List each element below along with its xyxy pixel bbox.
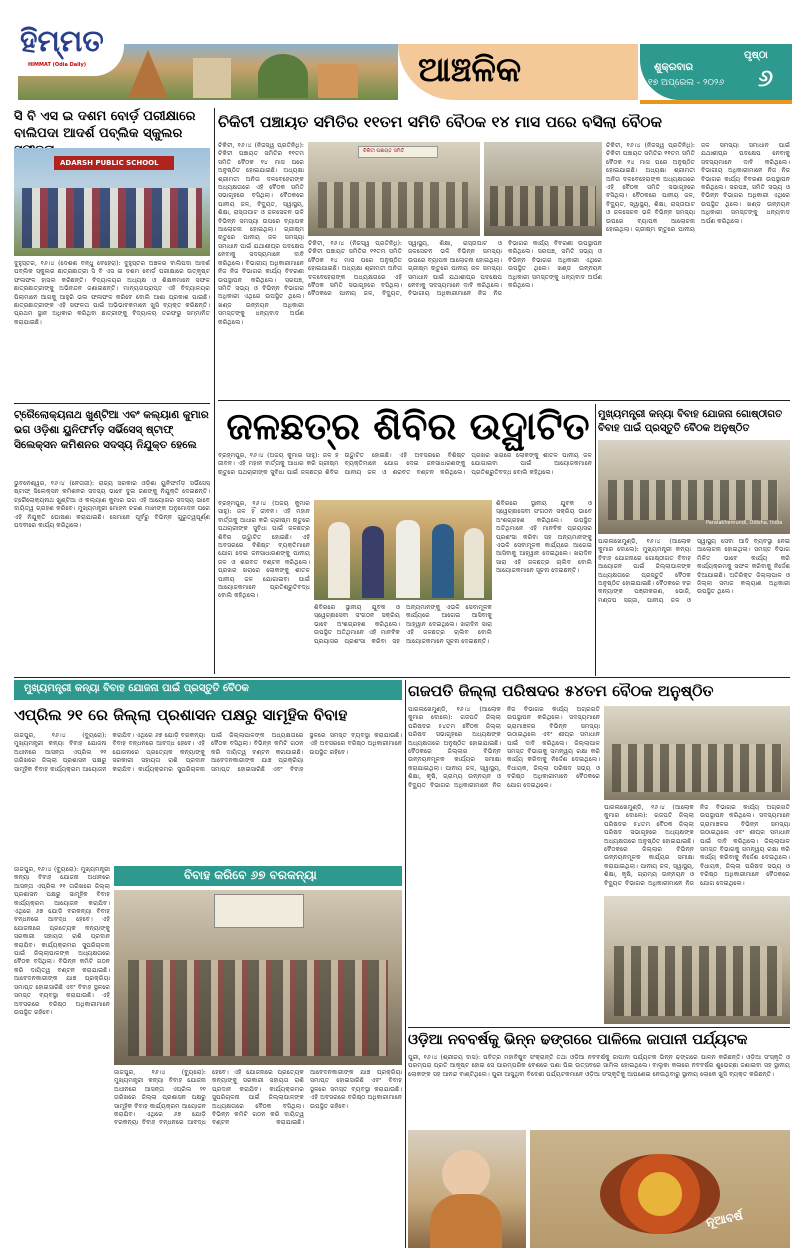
story2-headline: ଟ୍ରୈଲୋକ୍ୟନାଥ ଖୁଣ୍ଟିଆ ଏବଂ କଲ୍ୟାଣ କୁମାର ଭଗ ଓଡ଼ିଶା ୟୁନିଫର୍ମଡ଼ ସର୍ଭିସେସ୍ ଷ୍ଟାଫ୍ ସିଲେକ୍ସନ କମିଶନର ସଦସ୍ୟ ନିଯୁକ୍ତ ହେଲେ xyxy=(14,409,209,451)
section-banner xyxy=(398,44,638,100)
sand-art-text: ନୂଆବର୍ଷ xyxy=(704,1208,744,1230)
story1-photo xyxy=(14,148,210,256)
story3-body-col1: ଚିକିଟୀ, ୧୬।୪ (ନିଜସ୍ୱ ପ୍ରତିନିଧି): ଚିକିଟୀ ପଞ୍ଚାୟତ ସମିତିର ୧୧ତମ ସମିତି ବୈଠକ ୧୪ ମାସ ପରେ ଅନୁଷ୍ଠିତ ହୋଇଯାଇଛି। ଅଧ୍ୟକ୍ଷା ଶ୍ରୀମତୀ ଅନିତା ଦଳବେହେରାଙ୍କ ଅଧ୍ୟକ୍ଷତାରେ ଏହି ବୈଠକ ସମିତି ସଭାଗୃହରେ ବସିଥିଲା। ବୈଠକରେ ପାନୀୟ ଜଳ, ବିଦ୍ୟୁତ, ସ୍ୱାସ୍ଥ୍ୟ, ଶିକ୍ଷା, ରାସ୍ତାଘାଟ ଓ ଜଳସେଚନ ଭଳି ବିଭିନ୍ନ ସମସ୍ୟା ଉପରେ ବ୍ୟାପକ ଆଲୋଚନା ହୋଇଥିଲା। ଗ୍ରୀଷ୍ମ ଋତୁରେ ପାନୀୟ ଜଳ ସମସ୍ୟା ସମାଧାନ ପାଇଁ ଯଥାଶୀଘ୍ର ପଦକ୍ଷେପ ନେବାକୁ ସଦସ୍ୟମାନେ ଦାବି କରିଥିଲେ। ବିଭାଗୀୟ ଅଧିକାରୀମାନେ ନିଜ ନିଜ ବିଭାଗର କାର୍ଯ୍ୟ ବିବରଣୀ ଉପସ୍ଥାପନ କରିଥିଲେ। ସରପଞ୍ଚ, ସମିତି ସଭ୍ୟ ଓ ବିଭିନ୍ନ ବିଭାଗର ଅଧିକାରୀ ଏଥିରେ ଉପସ୍ଥିତ ଥିଲେ। ଖଣ୍ଡ ଉନ୍ନୟନ ଅଧିକାରୀ ସମସ୍ତଙ୍କୁ ଧନ୍ୟବାଦ ଅର୍ପଣ କରିଥିଲେ। xyxy=(218,142,304,326)
story6-body: ଜାଜପୁର, ୧୬।୪ (ବ୍ୟୁରୋ): ମୁଖ୍ୟମନ୍ତ୍ରୀ କନ୍ୟା ବିବାହ ଯୋଜନା ଅଧୀନରେ ଆସନ୍ତା ଏପ୍ରିଲ ୨୧ ତାରିଖରେ ଜିଲ୍ଲା ପ୍ରଶାସନ ପକ୍ଷରୁ ସାମୂହିକ ବିବାହ କାର୍ଯ୍ୟକ୍ରମ ଆୟୋଜନ କରାଯିବ। ଏଥିରେ ୬୭ ଯୋଡ଼ି ବରକନ୍ୟା ବିବାହ ବନ୍ଧନରେ ଆବଦ୍ଧ ହେବେ। ଏହି ଯୋଜନାରେ ପ୍ରତ୍ୟେକ କନ୍ୟାଙ୍କୁ ସରକାରୀ ସହାୟତା ରାଶି ପ୍ରଦାନ କରାଯିବ। କାର୍ଯ୍ୟକ୍ରମର ସୁପରିଚାଳନା ପାଇଁ ଜିଲ୍ଲାପାଳଙ୍କ ଅଧ୍ୟକ୍ଷତାରେ ବୈଠକ ବସିଥିଲା। ବିଭିନ୍ନ କମିଟି ଗଠନ କରି ଦାୟିତ୍ୱ ବଣ୍ଟନ କରାଯାଇଛି। ଆବେଦନକାରୀଙ୍କ ଯାଞ୍ଚ ପ୍ରକ୍ରିୟା ସମାପ୍ତ ହୋଇସାରିଛି ଏବଂ ବିବାହ ସ୍ଥଳରେ ସମସ୍ତ ବ୍ୟବସ୍ଥା କରାଯାଉଛି। ଏହି ଅବସରରେ ବରିଷ୍ଠ ଅଧିକାରୀମାନେ ଉପସ୍ଥିତ ରହିବେ। xyxy=(14,732,402,773)
column-rule xyxy=(595,404,596,676)
story4-body-bottom: ଶିବିରରେ ସ୍ଥାନୀୟ ଯୁବକ ଓ ସ୍ୱେଚ୍ଛାସେବୀ ସଂଗଠନ ସକ୍ରିୟ ଭାବେ ଅଂଶଗ୍ରହଣ କରିଥିଲେ। ଉପସ୍ଥିତ ଅତିଥିମାନେ ଏହି ମାନବିକ ପ୍ରୟାସର ପ୍ରଶଂସା କରିବା ସହ ଅନ୍ୟମାନଙ୍କୁ ଏଭଳି ସେବାମୂଳକ କାର୍ଯ୍ୟରେ ଆଗେଇ ଆସିବାକୁ ଆହ୍ୱାନ ଦେଇଥିଲେ। ଖରାଦିନ ସାରା ଏହି ଜଳଛତ୍ର ଚାଲିବ ବୋଲି ଆୟୋଜକମାନେ ସୂଚନା ଦେଇଛନ୍ତି। xyxy=(314,604,492,645)
story6-body-lower: ଜାଜପୁର, ୧୬।୪ (ବ୍ୟୁରୋ): ମୁଖ୍ୟମନ୍ତ୍ରୀ କନ୍ୟା ବିବାହ ଯୋଜନା ଅଧୀନରେ ଆସନ୍ତା ଏପ୍ରିଲ ୨୧ ତାରିଖରେ ଜିଲ୍ଲା ପ୍ରଶାସନ ପକ୍ଷରୁ ସାମୂହିକ ବିବାହ କାର୍ଯ୍ୟକ୍ରମ ଆୟୋଜନ କରାଯିବ। ଏଥିରେ ୬୭ ଯୋଡ଼ି ବରକନ୍ୟା ବିବାହ ବନ୍ଧନରେ ଆବଦ୍ଧ ହେବେ। ଏହି ଯୋଜନାରେ ପ୍ରତ୍ୟେକ କନ୍ୟାଙ୍କୁ ସରକାରୀ ସହାୟତା ରାଶି ପ୍ରଦାନ କରାଯିବ। କାର୍ଯ୍ୟକ୍ରମର ସୁପରିଚାଳନା ପାଇଁ ଜିଲ୍ଲାପାଳଙ୍କ ଅଧ୍ୟକ୍ଷତାରେ ବୈଠକ ବସିଥିଲା। ବିଭିନ୍ନ କମିଟି ଗଠନ କରି ଦାୟିତ୍ୱ ବଣ୍ଟନ କରାଯାଇଛି। ଆବେଦନକାରୀଙ୍କ ଯାଞ୍ଚ ପ୍ରକ୍ରିୟା ସମାପ୍ତ ହୋଇସାରିଛି ଏବଂ ବିବାହ ସ୍ଥଳରେ ସମସ୍ତ ବ୍ୟବସ୍ଥା କରାଯାଉଛି। ଏହି ଅବସରରେ ବରିଷ୍ଠ ଅଧିକାରୀମାନେ ଉପସ୍ଥିତ ରହିବେ। xyxy=(14,866,110,1016)
story2-body: ଭୁବନେଶ୍ୱର, ୧୬।୪ (ନେତାଜୀ): ରାଜ୍ୟ ସରକାର ଓଡ଼ିଶା ୟୁନିଫର୍ମଡ଼ ସର୍ଭିସେସ୍ ଷ୍ଟାଫ୍ ସିଲେକ୍ସନ କମିଶନର ସଦସ୍ୟ ଭାବେ ଦୁଇ ଜଣଙ୍କୁ ନିଯୁକ୍ତି ଦେଇଛନ୍ତି। ଟ୍ରୈଲୋକ୍ୟନାଥ ଖୁଣ୍ଟିଆ ଓ କଲ୍ୟାଣ କୁମାର ଭଗ ଏହି ଆୟୋଗର ସଦସ୍ୟ ଭାବେ ଦାୟିତ୍ୱ ଗ୍ରହଣ କରିବେ। ମୁଖ୍ୟମନ୍ତ୍ରୀ ମୋହନ ଚରଣ ମାଝୀଙ୍କ ଅନୁମୋଦନ ପରେ ଏହି ନିଯୁକ୍ତି ଘୋଷଣା କରାଯାଇଛି। ସେମାନେ ପୂର୍ବରୁ ବିଭିନ୍ନ ଗୁରୁତ୍ୱପୂର୍ଣ୍ଣ ପଦବୀରେ କାର୍ଯ୍ୟ କରିଥିଲେ। xyxy=(14,480,210,530)
section-rule xyxy=(218,400,790,401)
story6-subhead: ବିବାହ କରିବେ ୬୭ ବରକନ୍ୟା xyxy=(184,868,317,882)
sand-art xyxy=(600,1154,720,1234)
photo-geotag: Paralakhemundi, Odisha, India xyxy=(706,520,783,526)
story4-photo xyxy=(314,500,492,600)
story7-photo-2 xyxy=(604,896,790,1024)
meeting-banner: ଚିକିଟୀ ପଞ୍ଚାୟତ ସମିତି xyxy=(363,148,405,154)
school-sign: ADARSH PUBLIC SCHOOL xyxy=(54,156,174,170)
logo-subtitle: HIMMAT (Odia Daily) xyxy=(28,62,87,68)
story8-photo-2 xyxy=(530,1130,790,1248)
story7-body-right: ପାରଳାଖେମୁଣ୍ଡି, ୧୬।୪ (ଆଲୋକ କୁମାର ଦୋଲେ): ଗଜପତି ଜିଲ୍ଲା ପରିଷଦର ୫୪ତମ ବୈଠକ ଜିଲ୍ଲା ପରିଷଦ ସଭାଗୃହରେ ଅଧ୍ୟକ୍ଷଙ୍କ ଅଧ୍ୟକ୍ଷତାରେ ଅନୁଷ୍ଠିତ ହୋଇଯାଇଛି। ବୈଠକରେ ଜିଲ୍ଲାର ବିଭିନ୍ନ ଉନ୍ନୟନମୂଳକ କାର୍ଯ୍ୟର ସମୀକ୍ଷା କରାଯାଇଥିଲା। ପାନୀୟ ଜଳ, ସ୍ୱାସ୍ଥ୍ୟ, ଶିକ୍ଷା, କୃଷି, ଗ୍ରାମ୍ୟ ଉନ୍ନୟନ ଓ ବିଦ୍ୟୁତ ବିଭାଗର ଅଧିକାରୀମାନେ ନିଜ ନିଜ ବିଭାଗର କାର୍ଯ୍ୟ ଅଗ୍ରଗତି ଉପସ୍ଥାପନ କରିଥିଲେ। ସଦସ୍ୟମାନେ ଗ୍ରାମାଞ୍ଚଳର ବିଭିନ୍ନ ସମସ୍ୟା ଉଠାଇଥିଲେ ଏବଂ ଶୀଘ୍ର ସମାଧାନ ପାଇଁ ଦାବି କରିଥିଲେ। ଜିଲ୍ଲାପାଳ ସମସ୍ତ ବିଭାଗକୁ ସମନ୍ୱୟ ରକ୍ଷା କରି କାର୍ଯ୍ୟ କରିବାକୁ ନିର୍ଦ୍ଦେଶ ଦେଇଥିଲେ। ବିଧାୟକ, ଜିଲ୍ଲା ପରିଷଦ ସଭ୍ୟ ଓ ବରିଷ୍ଠ ଅଧିକାରୀମାନେ ବୈଠକରେ ଯୋଗ ଦେଇଥିଲେ। xyxy=(604,804,790,887)
story4-body-top: ବ୍ରହ୍ମପୁର, ୧୬।୪ (ଅଜୟ କୁମାର ସାହୁ): ଜଳ ହିଁ ଜୀବନ। ଏହି ମହାନ ବାର୍ତ୍ତାକୁ ଆଧାର କରି ଗ୍ରୀଷ୍ମ ଋତୁରେ ପଥଚାରୀଙ୍କ ସୁବିଧା ପାଇଁ ଜଳଛତ୍ର ଶିବିର ଉଦ୍ଘାଟିତ ହୋଇଛି। ଏହି ଅବସରରେ ବିଶିଷ୍ଟ ବ୍ୟକ୍ତିମାନେ ଯୋଗ ଦେଇ ଜନସାଧାରଣଙ୍କୁ ପାନୀୟ ଜଳ ଓ ଶରବତ ବଣ୍ଟନ କରିଥିଲେ। ପ୍ରଖର ଖରାରେ ଲୋକଙ୍କୁ ଶୀତଳ ପାନୀୟ ଜଳ ଯୋଗାଇବା ପାଇଁ ଆୟୋଜକମାନେ ପ୍ରତିଶ୍ରୁତିବଦ୍ଧ ବୋଲି କହିଥିଲେ। xyxy=(218,452,592,476)
story1-headline: ସି ବି ଏସ ଇ ଦଶମ ବୋର୍ଡ଼ ପରୀକ୍ଷାରେ ବାଲିପଦା ଆଦର୍ଶ ପବ୍ଲିକ ସ୍କୁଲର xyxy=(14,109,196,141)
story3-body-col3: ଚିକିଟୀ, ୧୬।୪ (ନିଜସ୍ୱ ପ୍ରତିନିଧି): ଚିକିଟୀ ପଞ୍ଚାୟତ ସମିତିର ୧୧ତମ ସମିତି ବୈଠକ ୧୪ ମାସ ପରେ ଅନୁଷ୍ଠିତ ହୋଇଯାଇଛି। ଅଧ୍ୟକ୍ଷା ଶ୍ରୀମତୀ ଅନିତା ଦଳବେହେରାଙ୍କ ଅଧ୍ୟକ୍ଷତାରେ ଏହି ବୈଠକ ସମିତି ସଭାଗୃହରେ ବସିଥିଲା। ବୈଠକରେ ପାନୀୟ ଜଳ, ବିଦ୍ୟୁତ, ସ୍ୱାସ୍ଥ୍ୟ, ଶିକ୍ଷା, ରାସ୍ତାଘାଟ ଓ ଜଳସେଚନ ଭଳି ବିଭିନ୍ନ ସମସ୍ୟା ଉପରେ ବ୍ୟାପକ ଆଲୋଚନା ହୋଇଥିଲା। ଗ୍ରୀଷ୍ମ ଋତୁରେ ପାନୀୟ ଜଳ ସମସ୍ୟା ସମାଧାନ ପାଇଁ ଯଥାଶୀଘ୍ର ପଦକ୍ଷେପ ନେବାକୁ ସଦସ୍ୟମାନେ ଦାବି କରିଥିଲେ। ବିଭାଗୀୟ ଅଧିକାରୀମାନେ ନିଜ ନିଜ ବିଭାଗର କାର୍ଯ୍ୟ ବିବରଣୀ ଉପସ୍ଥାପନ କରିଥିଲେ। ସରପଞ୍ଚ, ସମିତି ସଭ୍ୟ ଓ ବିଭିନ୍ନ ବିଭାଗର ଅଧିକାରୀ ଏଥିରେ ଉପସ୍ଥିତ ଥିଲେ। ଖଣ୍ଡ ଉନ୍ନୟନ ଅଧିକାରୀ ସମସ୍ତଙ୍କୁ ଧନ୍ୟବାଦ ଅର୍ପଣ କରିଥିଲେ। xyxy=(606,142,790,234)
section-rule xyxy=(14,677,790,678)
date-box xyxy=(640,44,792,100)
story5-body: ପାରଳାଖେମୁଣ୍ଡି, ୧୬।୪ (ଆଲୋକ କୁମାର ଦୋଲେ): ମୁଖ୍ୟମନ୍ତ୍ରୀ କନ୍ୟା ବିବାହ ଯୋଜନାରେ ଗୋଷ୍ଠୀଗତ ବିବାହ ଆୟୋଜନ ପାଇଁ ଜିଲ୍ଲାପାଳଙ୍କ ଅଧ୍ୟକ୍ଷତାରେ ପ୍ରସ୍ତୁତି ବୈଠକ ଅନୁଷ୍ଠିତ ହୋଇଯାଇଛି। ବୈଠକରେ ବର କନ୍ୟାଙ୍କ ପଞ୍ଜୀକରଣ, ଭୋଜି, ମଣ୍ଡପ ସଜ୍ଜା, ପାନୀୟ ଜଳ ଓ ସ୍ୱାସ୍ଥ୍ୟ ସେବା ଆଦି ବ୍ୟବସ୍ଥା ନେଇ ଆଲୋଚନା ହୋଇଥିଲା। ସମସ୍ତ ବିଭାଗ ମିଳିତ ଭାବେ କାର୍ଯ୍ୟ କରି କାର୍ଯ୍ୟକ୍ରମକୁ ସଫଳ କରିବାକୁ ନିର୍ଦ୍ଦେଶ ଦିଆଯାଇଛି। ଅତିରିକ୍ତ ଜିଲ୍ଲାପାଳ ଓ ଜିଲ୍ଲା ସମାଜ କଲ୍ୟାଣ ଅଧିକାରୀ ଉପସ୍ଥିତ ଥିଲେ। xyxy=(598,538,790,604)
story6-photo xyxy=(114,890,402,1065)
story3-photo-2 xyxy=(484,142,602,236)
date-accent xyxy=(640,100,792,104)
masthead-logo xyxy=(14,20,124,76)
column-rule xyxy=(405,680,406,1248)
story4-body-right: ଶିବିରରେ ସ୍ଥାନୀୟ ଯୁବକ ଓ ସ୍ୱେଚ୍ଛାସେବୀ ସଂଗଠନ ସକ୍ରିୟ ଭାବେ ଅଂଶଗ୍ରହଣ କରିଥିଲେ। ଉପସ୍ଥିତ ଅତିଥିମାନେ ଏହି ମାନବିକ ପ୍ରୟାସର ପ୍ରଶଂସା କରିବା ସହ ଅନ୍ୟମାନଙ୍କୁ ଏଭଳି ସେବାମୂଳକ କାର୍ଯ୍ୟରେ ଆଗେଇ ଆସିବାକୁ ଆହ୍ୱାନ ଦେଇଥିଲେ। ଖରାଦିନ ସାରା ଏହି ଜଳଛତ୍ର ଚାଲିବ ବୋଲି ଆୟୋଜକମାନେ ସୂଚନା ଦେଇଛନ୍ତି। xyxy=(496,500,592,575)
story7-body: ପାରଳାଖେମୁଣ୍ଡି, ୧୬।୪ (ଆଲୋକ କୁମାର ଦୋଲେ): ଗଜପତି ଜିଲ୍ଲା ପରିଷଦର ୫୪ତମ ବୈଠକ ଜିଲ୍ଲା ପରିଷଦ ସଭାଗୃହରେ ଅଧ୍ୟକ୍ଷଙ୍କ ଅଧ୍ୟକ୍ଷତାରେ ଅନୁଷ୍ଠିତ ହୋଇଯାଇଛି। ବୈଠକରେ ଜିଲ୍ଲାର ବିଭିନ୍ନ ଉନ୍ନୟନମୂଳକ କାର୍ଯ୍ୟର ସମୀକ୍ଷା କରାଯାଇଥିଲା। ପାନୀୟ ଜଳ, ସ୍ୱାସ୍ଥ୍ୟ, ଶିକ୍ଷା, କୃଷି, ଗ୍ରାମ୍ୟ ଉନ୍ନୟନ ଓ ବିଦ୍ୟୁତ ବିଭାଗର ଅଧିକାରୀମାନେ ନିଜ ନିଜ ବିଭାଗର କାର୍ଯ୍ୟ ଅଗ୍ରଗତି ଉପସ୍ଥାପନ କରିଥିଲେ। ସଦସ୍ୟମାନେ ଗ୍ରାମାଞ୍ଚଳର ବିଭିନ୍ନ ସମସ୍ୟା ଉଠାଇଥିଲେ ଏବଂ ଶୀଘ୍ର ସମାଧାନ ପାଇଁ ଦାବି କରିଥିଲେ। ଜିଲ୍ଲାପାଳ ସମସ୍ତ ବିଭାଗକୁ ସମନ୍ୱୟ ରକ୍ଷା କରି କାର୍ଯ୍ୟ କରିବାକୁ ନିର୍ଦ୍ଦେଶ ଦେଇଥିଲେ। ବିଧାୟକ, ଜିଲ୍ଲା ପରିଷଦ ସଭ୍ୟ ଓ ବରିଷ୍ଠ ଅଧିକାରୀମାନେ ବୈଠକରେ ଯୋଗ ଦେଇଥିଲେ। xyxy=(408,706,600,789)
logo-text: ହିମ୍ମତ xyxy=(20,24,104,59)
divider xyxy=(14,403,210,404)
story6-kicker: ମୁଖ୍ୟମନ୍ତ୍ରୀ କନ୍ୟା ବିବାହ ଯୋଜନା ପାଇଁ ପ୍ରସ୍ତୁତି ବୈଠକ xyxy=(24,683,249,694)
story8-headline: ଓଡ଼ିଆ ନବବର୍ଷକୁ ଭିନ୍ନ ଢଙ୍ଗରେ ପାଳିଲେ ଜାପାନୀ ପର୍ଯ୍ୟଟକ xyxy=(408,1032,748,1048)
story4-headline: ଜଳଛତ୍ର ଶିବିର ଉଦ୍ଘାଟିତ xyxy=(226,404,590,448)
story4-body-left: ବ୍ରହ୍ମପୁର, ୧୬।୪ (ଅଜୟ କୁମାର ସାହୁ): ଜଳ ହିଁ ଜୀବନ। ଏହି ମହାନ ବାର୍ତ୍ତାକୁ ଆଧାର କରି ଗ୍ରୀଷ୍ମ ଋତୁରେ ପଥଚାରୀଙ୍କ ସୁବିଧା ପାଇଁ ଜଳଛତ୍ର ଶିବିର ଉଦ୍ଘାଟିତ ହୋଇଛି। ଏହି ଅବସରରେ ବିଶିଷ୍ଟ ବ୍ୟକ୍ତିମାନେ ଯୋଗ ଦେଇ ଜନସାଧାରଣଙ୍କୁ ପାନୀୟ ଜଳ ଓ ଶରବତ ବଣ୍ଟନ କରିଥିଲେ। ପ୍ରଖର ଖରାରେ ଲୋକଙ୍କୁ ଶୀତଳ ପାନୀୟ ଜଳ ଯୋଗାଇବା ପାଇଁ ଆୟୋଜକମାନେ ପ୍ରତିଶ୍ରୁତିବଦ୍ଧ ବୋଲି କହିଥିଲେ। xyxy=(218,500,310,600)
page-label: ପୃଷ୍ଠା xyxy=(744,50,768,61)
story3-body-col2: ଚିକିଟୀ, ୧୬।୪ (ନିଜସ୍ୱ ପ୍ରତିନିଧି): ଚିକିଟୀ ପଞ୍ଚାୟତ ସମିତିର ୧୧ତମ ସମିତି ବୈଠକ ୧୪ ମାସ ପରେ ଅନୁଷ୍ଠିତ ହୋଇଯାଇଛି। ଅଧ୍ୟକ୍ଷା ଶ୍ରୀମତୀ ଅନିତା ଦଳବେହେରାଙ୍କ ଅଧ୍ୟକ୍ଷତାରେ ଏହି ବୈଠକ ସମିତି ସଭାଗୃହରେ ବସିଥିଲା। ବୈଠକରେ ପାନୀୟ ଜଳ, ବିଦ୍ୟୁତ, ସ୍ୱାସ୍ଥ୍ୟ, ଶିକ୍ଷା, ରାସ୍ତାଘାଟ ଓ ଜଳସେଚନ ଭଳି ବିଭିନ୍ନ ସମସ୍ୟା ଉପରେ ବ୍ୟାପକ ଆଲୋଚନା ହୋଇଥିଲା। ଗ୍ରୀଷ୍ମ ଋତୁରେ ପାନୀୟ ଜଳ ସମସ୍ୟା ସମାଧାନ ପାଇଁ ଯଥାଶୀଘ୍ର ପଦକ୍ଷେପ ନେବାକୁ ସଦସ୍ୟମାନେ ଦାବି କରିଥିଲେ। ବିଭାଗୀୟ ଅଧିକାରୀମାନେ ନିଜ ନିଜ ବିଭାଗର କାର୍ଯ୍ୟ ବିବରଣୀ ଉପସ୍ଥାପନ କରିଥିଲେ। ସରପଞ୍ଚ, ସମିତି ସଭ୍ୟ ଓ ବିଭିନ୍ନ ବିଭାଗର ଅଧିକାରୀ ଏଥିରେ ଉପସ୍ଥିତ ଥିଲେ। ଖଣ୍ଡ ଉନ୍ନୟନ ଅଧିକାରୀ ସମସ୍ତଙ୍କୁ ଧନ୍ୟବାଦ ଅର୍ପଣ କରିଥିଲେ। xyxy=(308,240,602,298)
story6-subhead-bar xyxy=(114,866,402,886)
story6-headline: ଏପ୍ରିଲ ୨୧ ରେ ଜିଲ୍ଲା ପ୍ରଶାସନ ପକ୍ଷରୁ ସାମୂହିକ ବିବାହ xyxy=(14,706,348,724)
story8-body: ପୁରୀ, ୧୬।୪ (ଶ୍ରୀଜୟ ଦାସ): ପବିତ୍ର ମହାବିଷୁବ ସଂକ୍ରାନ୍ତି ତଥା ଓଡ଼ିଆ ନବବର୍ଷକୁ ଜାପାନୀ ପର୍ଯ୍ୟଟକ ଭିନ୍ନ ଢଙ୍ଗରେ ପାଳନ କରିଛନ୍ତି। ଓଡ଼ିଆ ସଂସ୍କୃତି ଓ ପରମ୍ପରା ପ୍ରତି ଆକୃଷ୍ଟ ହୋଇ ସେ ପାରମ୍ପରିକ ବେଶରେ ପଣା ପିଇ ଉତ୍ସବରେ ସାମିଲ ହୋଇଥିଲେ। ବାଲୁକା କଳାରେ ନବବର୍ଷର ଶୁଭେଚ୍ଛା ଜଣାଇବା ସହ ସ୍ଥାନୀୟ ଲୋକଙ୍କ ସହ ଆନନ୍ଦ ବାଣ୍ଟିଥିଲେ। ପୁରୀ ଆସୁଥିବା ବିଦେଶୀ ପର୍ଯ୍ୟଟକମାନେ ଓଡ଼ିଆ ସଂସ୍କୃତିକୁ ଆପଣେଇ ନେଉଥିବାରୁ ସ୍ଥାନୀୟ ଲୋକେ ଖୁସି ବ୍ୟକ୍ତ କରିଛନ୍ତି। xyxy=(408,1054,790,1078)
story3-photo xyxy=(308,142,480,236)
story7-photo xyxy=(604,706,790,800)
story3-headline: ଚିକିଟୀ ପଞ୍ଚାୟତ ସମିତିର ୧୧ତମ ସମିତି ବୈଠକ ୧୪ ମାସ ପରେ ବସିଲା ବୈଠକ xyxy=(218,113,662,131)
section-rule xyxy=(408,1027,790,1028)
story1-body: ଦୁହୁସ୍ତର, ୧୬।୪ (ଦେଶଶ ବନ୍ଧୁ ବେହେରା): ଦୁହୁସ୍ତର ଅଞ୍ଚଳର ବାଲିପଦା ଆଦର୍ଶ ପବ୍ଲିକ ସ୍କୁଲର ଛାତ୍ରଛାତ୍ରୀ ସି ବି ଏସ ଇ ଦଶମ ବୋର୍ଡ଼ ପରୀକ୍ଷାରେ ଉତ୍କୃଷ୍ଟ ଫଳାଫଳ ହାସଲ କରିଛନ୍ତି। ବିଦ୍ୟାଳୟର ଅଧ୍ୟକ୍ଷ ଓ ଶିକ୍ଷକମାନେ ସଫଳ ଛାତ୍ରଛାତ୍ରୀଙ୍କୁ ଅଭିନନ୍ଦନ ଜଣାଇଛନ୍ତି। ମାନ୍ୟତାପ୍ରାପ୍ତ ଏହି ବିଦ୍ୟାଳୟର ପିଲାମାନେ ଆଗକୁ ଆହୁରି ଭଲ ଫଳାଫଳ କରିବେ ବୋଲି ଆଶା ପ୍ରକାଶ ପାଇଛି। ଛାତ୍ରଛାତ୍ରୀଙ୍କ ଏହି ସଫଳତା ପାଇଁ ଅଭିଭାବକମାନେ ଖୁସି ବ୍ୟକ୍ତ କରିଛନ୍ତି। ପ୍ରଥମ ସ୍ଥାନ ଅଧିକାର କରିଥିବା ଛାତ୍ରୀଙ୍କୁ ବିଦ୍ୟାଳୟ ତରଫରୁ ସମ୍ମାନିତ କରାଯାଇଛି। xyxy=(14,260,210,326)
column-rule xyxy=(214,108,215,674)
masthead xyxy=(0,0,800,105)
story6-body-bottom: ଜାଜପୁର, ୧୬।୪ (ବ୍ୟୁରୋ): ମୁଖ୍ୟମନ୍ତ୍ରୀ କନ୍ୟା ବିବାହ ଯୋଜନା ଅଧୀନରେ ଆସନ୍ତା ଏପ୍ରିଲ ୨୧ ତାରିଖରେ ଜିଲ୍ଲା ପ୍ରଶାସନ ପକ୍ଷରୁ ସାମୂହିକ ବିବାହ କାର୍ଯ୍ୟକ୍ରମ ଆୟୋଜନ କରାଯିବ। ଏଥିରେ ୬୭ ଯୋଡ଼ି ବରକନ୍ୟା ବିବାହ ବନ୍ଧନରେ ଆବଦ୍ଧ ହେବେ। ଏହି ଯୋଜନାରେ ପ୍ରତ୍ୟେକ କନ୍ୟାଙ୍କୁ ସରକାରୀ ସହାୟତା ରାଶି ପ୍ରଦାନ କରାଯିବ। କାର୍ଯ୍ୟକ୍ରମର ସୁପରିଚାଳନା ପାଇଁ ଜିଲ୍ଲାପାଳଙ୍କ ଅଧ୍ୟକ୍ଷତାରେ ବୈଠକ ବସିଥିଲା। ବିଭିନ୍ନ କମିଟି ଗଠନ କରି ଦାୟିତ୍ୱ ବଣ୍ଟନ କରାଯାଇଛି। ଆବେଦନକାରୀଙ୍କ ଯାଞ୍ଚ ପ୍ରକ୍ରିୟା ସମାପ୍ତ ହୋଇସାରିଛି ଏବଂ ବିବାହ ସ୍ଥଳରେ ସମସ୍ତ ବ୍ୟବସ୍ଥା କରାଯାଉଛି। ଏହି ଅବସରରେ ବରିଷ୍ଠ ଅଧିକାରୀମାନେ ଉପସ୍ଥିତ ରହିବେ। xyxy=(114,1069,402,1127)
section-title: ଆଞ୍ଚଳିକ xyxy=(418,50,522,90)
story5-photo xyxy=(598,440,790,534)
story8-photo-1 xyxy=(408,1130,526,1248)
weekday: ଶୁକ୍ରବାର xyxy=(654,62,694,73)
issue-date: ୧୭ ଅପ୍ରେଲ - ୨୦୨୬ xyxy=(648,78,725,88)
page-number: ୬ xyxy=(758,64,774,92)
story5-headline: ମୁଖ୍ୟମନ୍ତ୍ରୀ କନ୍ୟା ବିବାହ ଯୋଜନା ଗୋଷ୍ଠୀଗତ ବିବାହ ପାଇଁ ପ୍ରସ୍ତୁତି ବୈଠକ ଅନୁଷ୍ଠିତ xyxy=(598,409,783,434)
story7-headline: ଗଜପତି ଜିଲ୍ଲା ପରିଷଦର ୫୪ତମ ବୈଠକ ଅନୁଷ୍ଠିତ xyxy=(408,682,714,700)
story6-kicker-bar xyxy=(14,680,402,700)
